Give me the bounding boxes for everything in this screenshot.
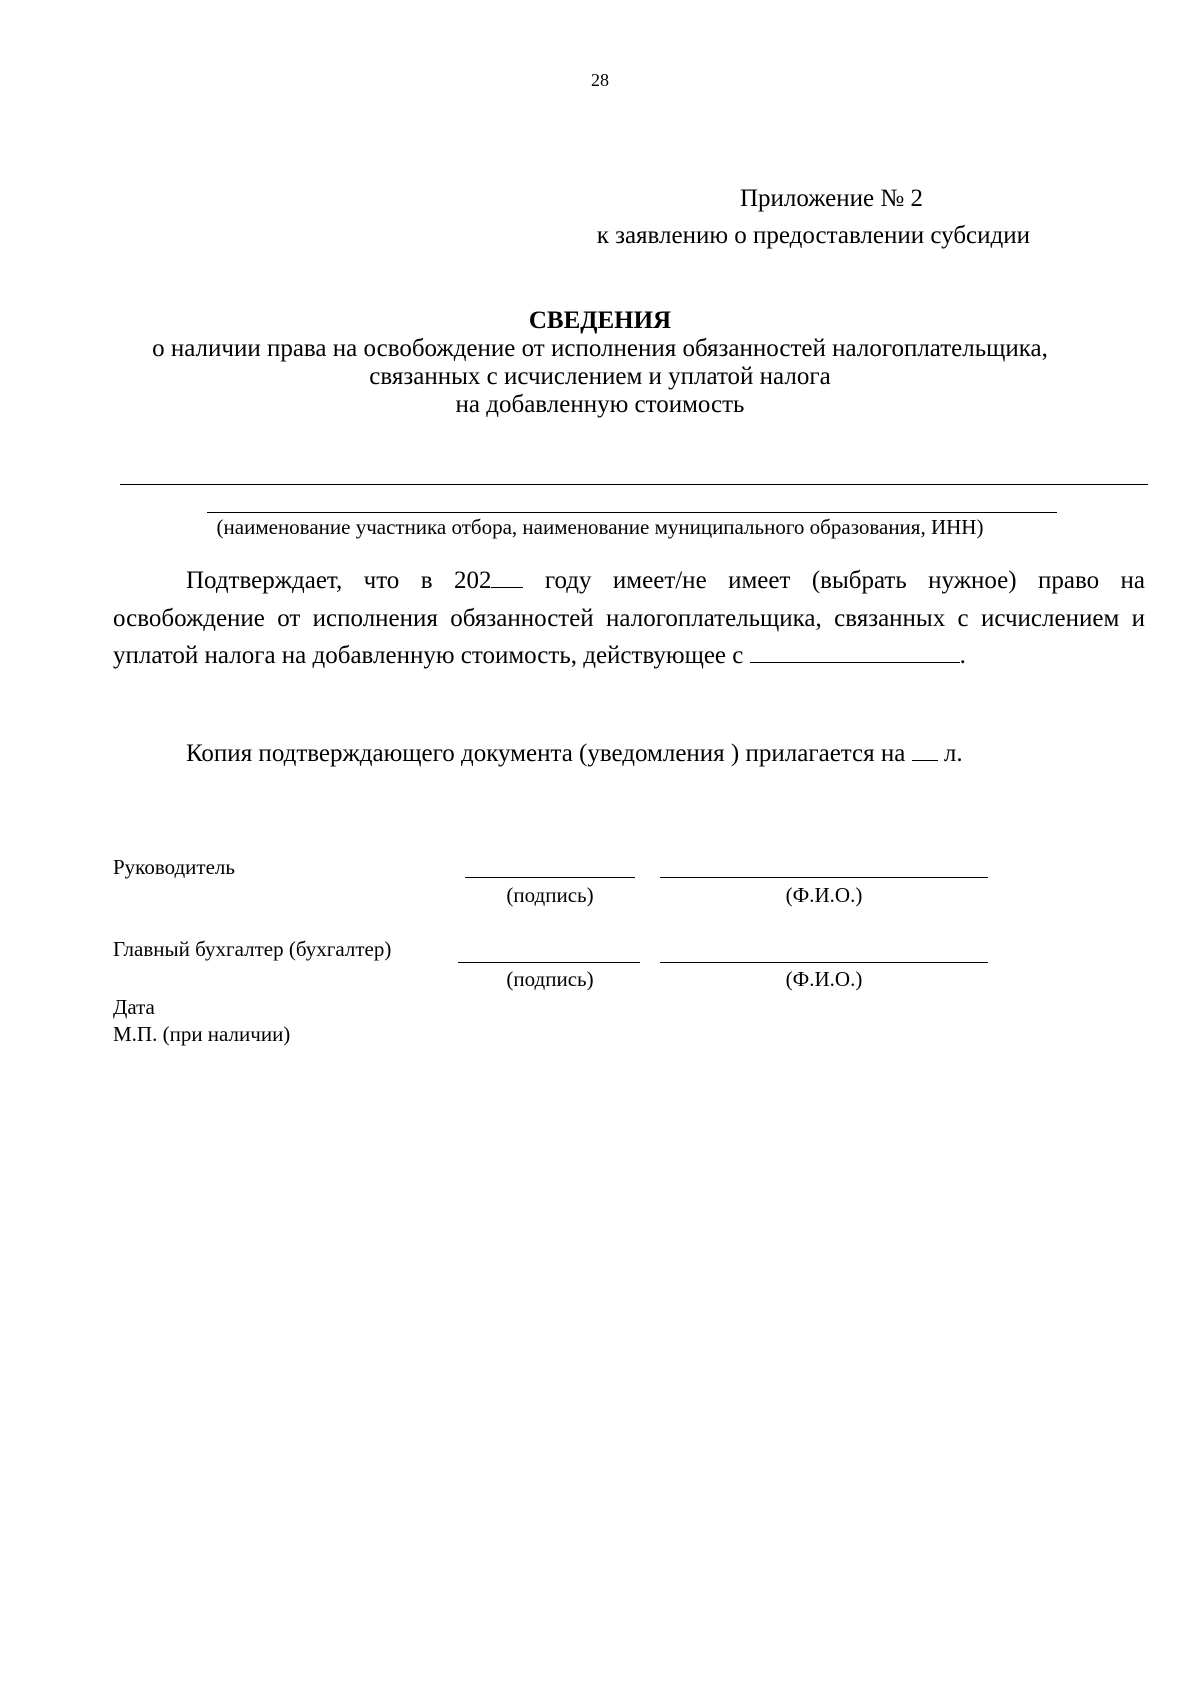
sheet-count-blank[interactable] [912, 738, 938, 762]
title-line-3: на добавленную стоимость [455, 391, 745, 418]
title-line-2: связанных с исчислением и уплатой налога [369, 363, 831, 390]
attachment-suffix: л. [943, 740, 963, 767]
confirmation-paragraph [113, 562, 1145, 675]
participant-fill-line-2[interactable] [207, 512, 1057, 513]
accountant-name-caption: (Ф.И.О.) [785, 967, 863, 991]
appendix-number: Приложение № 2 [739, 185, 923, 212]
title-heading: СВЕДЕНИЯ [528, 307, 672, 334]
attachment-paragraph [186, 735, 963, 772]
head-label: Руководитель [113, 855, 235, 879]
accountant-label: Главный бухгалтер (бухгалтер) [113, 937, 392, 961]
year-blank[interactable] [491, 565, 523, 589]
participant-fill-line-1[interactable] [120, 484, 1148, 485]
accountant-name-line[interactable] [660, 962, 988, 963]
confirmation-text-middle: году имеет/не имеет (выбрать нужное) право на освобождение от исполнения обязанностей налогоплательщика, связанных с исчислением и уплатой налога на добавленную стоимость, действующее с [113, 567, 1146, 669]
title-line-1: о наличии права на освобождение от исполнения обязанностей налогоплательщика, [152, 335, 1048, 362]
page-number: 28 [591, 70, 609, 90]
head-name-caption: (Ф.И.О.) [785, 883, 863, 907]
confirmation-text-start: Подтверждает, что в 202 [186, 567, 492, 594]
appendix-header [597, 180, 1030, 254]
document-title [0, 307, 1200, 419]
appendix-subtitle: к заявлению о предоставлении субсидии [596, 222, 1030, 249]
stamp-label: М.П. (при наличии) [113, 1022, 291, 1046]
accountant-signature-line[interactable] [458, 962, 640, 963]
head-signature-line[interactable] [465, 877, 635, 878]
accountant-signature-caption: (подпись) [506, 967, 594, 991]
head-signature-caption: (подпись) [506, 883, 594, 907]
attachment-text: Копия подтверждающего документа (уведомления ) прилагается на [186, 740, 906, 767]
confirmation-text-end: . [959, 642, 966, 669]
date-label: Дата [113, 995, 155, 1019]
participant-caption: (наименование участника отбора, наименование муниципального образования, ИНН) [216, 515, 984, 539]
head-name-line[interactable] [660, 877, 988, 878]
effective-date-blank[interactable] [750, 640, 960, 664]
